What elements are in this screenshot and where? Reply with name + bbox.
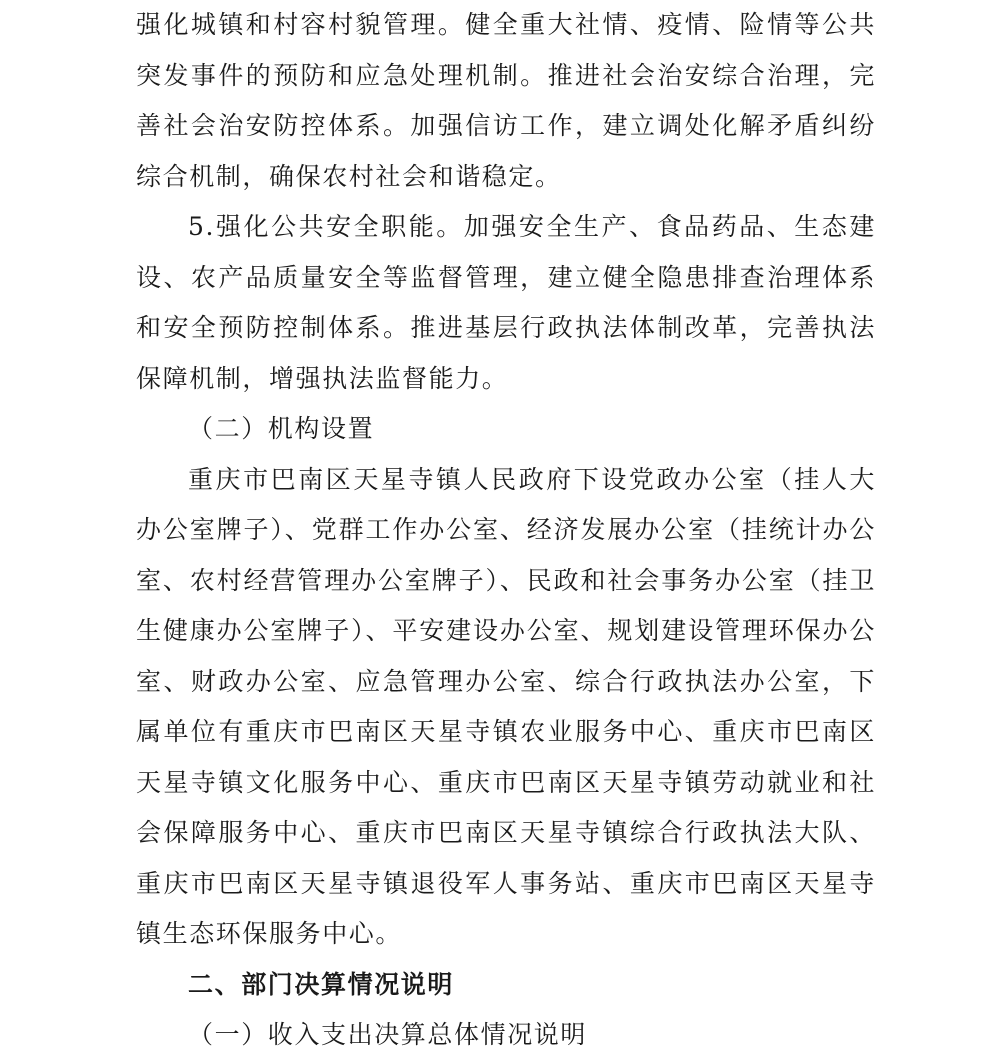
text-line: 室、财政办公室、应急管理办公室、综合行政执法办公室，下 (136, 666, 876, 696)
text-line: 强化城镇和村容村貌管理。健全重大社情、疫情、险情等公共 (136, 10, 876, 39)
paragraph-social-governance (136, 0, 876, 202)
text-line: 善社会治安防控体系。加强信访工作，建立调处化解矛盾纠纷 (136, 111, 876, 140)
text-line: 5.强化公共安全职能。加强安全生产、食品药品、生态建 (188, 212, 876, 241)
subheading-income-expenditure: （一）收入支出决算总体情况说明 (188, 1020, 588, 1049)
text-line: 设、农产品质量安全等监督管理，建立健全隐患排查治理体系 (136, 262, 876, 292)
section-heading-final-accounts: 二、部门决算情况说明 (188, 969, 455, 999)
text-line: 综合机制，确保农村社会和谐稳定。 (136, 161, 562, 191)
text-line: 室、农村经营管理办公室牌子）、民政和社会事务办公室（挂卫 (136, 565, 876, 595)
paragraph-organization (136, 455, 876, 960)
text-line: 和安全预防控制体系。推进基层行政执法体制改革，完善执法 (136, 313, 876, 342)
text-line: 重庆市巴南区天星寺镇人民政府下设党政办公室（挂人大 (188, 464, 876, 494)
text-line: 天星寺镇文化服务中心、重庆市巴南区天星寺镇劳动就业和社 (136, 767, 876, 797)
paragraph-public-safety (136, 202, 876, 404)
text-line: 会保障服务中心、重庆市巴南区天星寺镇综合行政执法大队、 (136, 818, 876, 847)
text-line: 生健康办公室牌子）、平安建设办公室、规划建设管理环保办公 (136, 616, 876, 645)
subheading-organization-setup: （二）机构设置 (188, 414, 375, 443)
text-line: 镇生态环保服务中心。 (136, 919, 403, 948)
document-page (136, 0, 876, 1061)
text-line: 重庆市巴南区天星寺镇退役军人事务站、重庆市巴南区天星寺 (136, 868, 876, 898)
text-line: 突发事件的预防和应急处理机制。推进社会治安综合治理，完 (136, 60, 876, 90)
text-line: 属单位有重庆市巴南区天星寺镇农业服务中心、重庆市巴南区 (136, 717, 876, 746)
text-line: 保障机制，增强执法监督能力。 (136, 363, 509, 393)
text-line: 办公室牌子）、党群工作办公室、经济发展办公室（挂统计办公 (136, 515, 876, 544)
